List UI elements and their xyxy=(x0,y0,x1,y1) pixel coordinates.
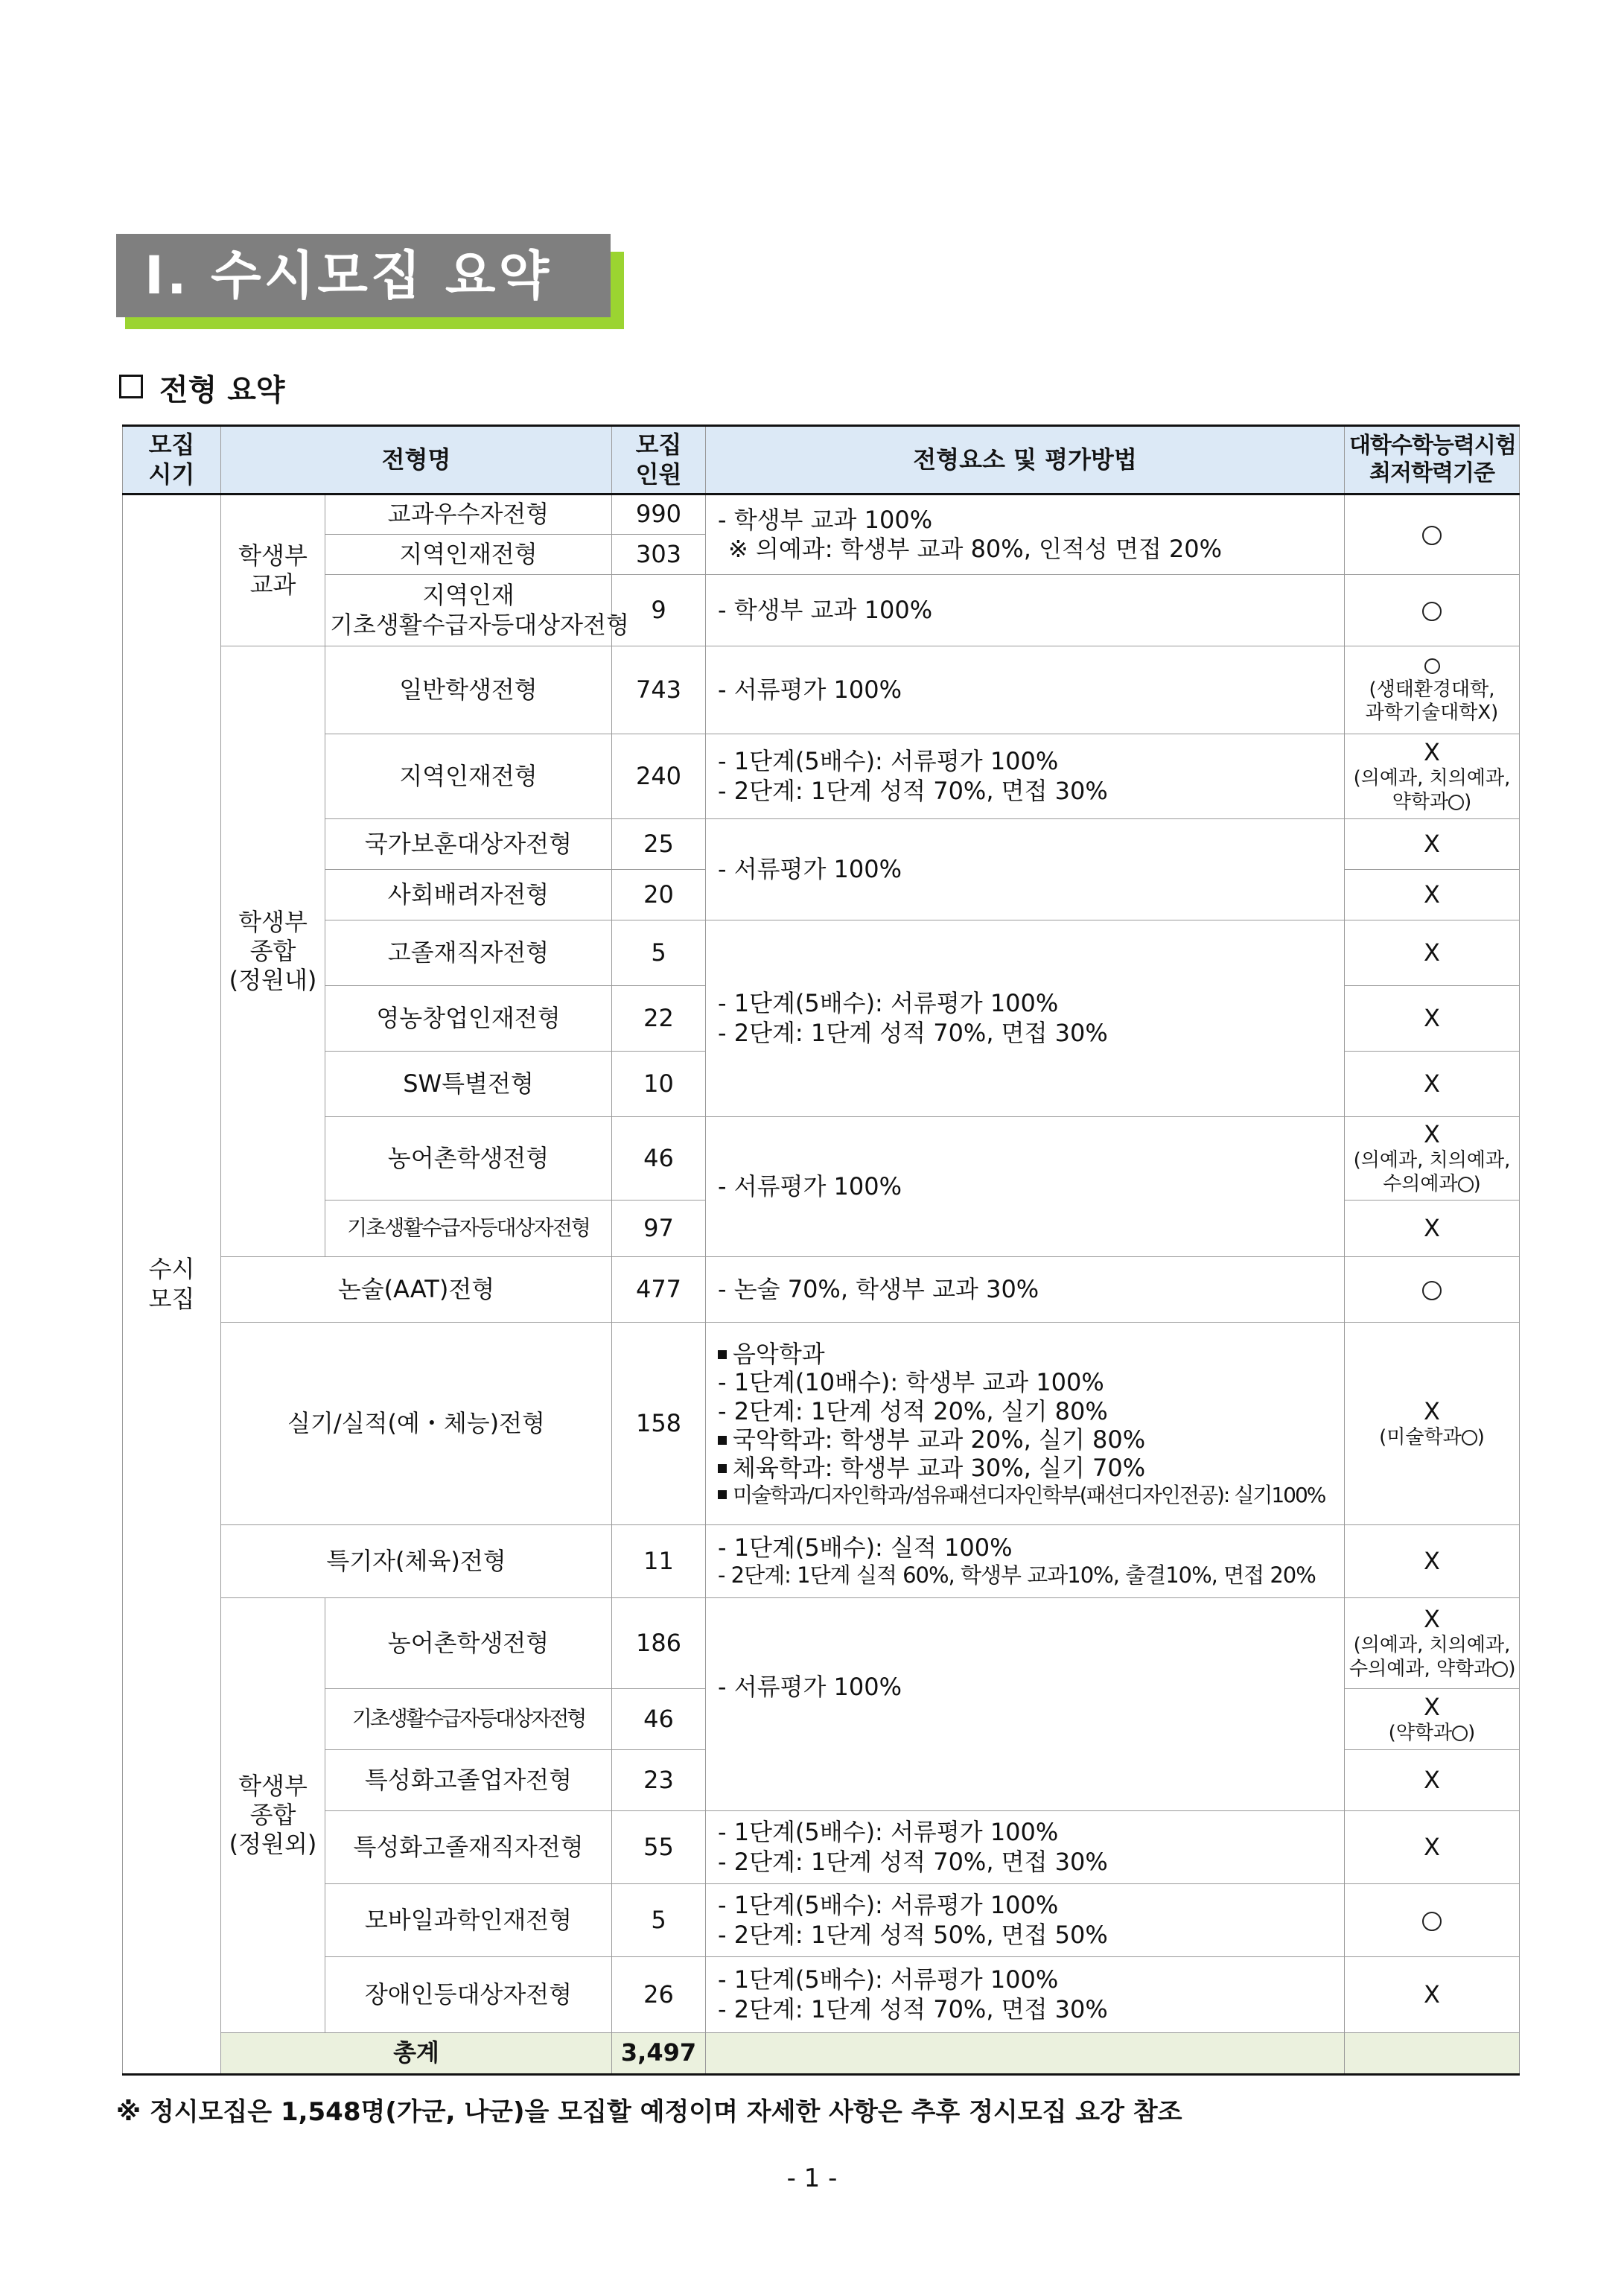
quota-cell: 11 xyxy=(612,1525,706,1598)
quota-cell: 158 xyxy=(612,1323,706,1525)
circle-icon xyxy=(1448,795,1464,810)
method-cell: - 서류평가 100% xyxy=(706,819,1345,920)
circle-icon xyxy=(1424,658,1440,674)
total-csat-empty xyxy=(1345,2033,1520,2075)
csat-cell: X xyxy=(1345,870,1520,920)
csat-cell: X xyxy=(1345,819,1520,870)
circle-icon xyxy=(1492,1661,1508,1677)
csat-cell: X xyxy=(1345,1750,1520,1811)
csat-cell xyxy=(1345,1884,1520,1957)
table-row xyxy=(123,1323,1520,1525)
track-name: 실기/실적(예・체능)전형 xyxy=(221,1323,612,1525)
square-bullet-icon xyxy=(718,1350,727,1359)
quota-cell: 9 xyxy=(612,575,706,646)
checkbox-bullet-icon xyxy=(119,375,143,398)
total-row xyxy=(123,2033,1520,2075)
quota-cell: 55 xyxy=(612,1811,706,1884)
header-csat: 대학수학능력시험 최저학력기준 xyxy=(1345,426,1520,495)
csat-cell: X xyxy=(1345,986,1520,1052)
track-name: 특성화고졸재직자전형 xyxy=(325,1811,612,1884)
track-name: 지역인재 기초생활수급자등대상자전형 xyxy=(325,575,612,646)
csat-cell xyxy=(1345,1257,1520,1323)
circle-icon xyxy=(1452,1726,1468,1741)
period-cell: 수시 모집 xyxy=(123,495,221,2075)
method-cell: - 학생부 교과 100% xyxy=(706,575,1345,646)
track-name: 영농창업인재전형 xyxy=(325,986,612,1052)
track-name: 농어촌학생전형 xyxy=(325,1117,612,1201)
csat-cell: X xyxy=(1345,1201,1520,1257)
table-row xyxy=(123,495,1520,535)
quota-cell: 20 xyxy=(612,870,706,920)
quota-cell: 22 xyxy=(612,986,706,1052)
method-cell: 음악학과 - 1단계(10배수): 학생부 교과 100% - 2단계: 1단계 성적 20%, 실기 80% 국악학과: 학생부 교과 20%, 실기 80% 체육학과: 학생부 교과 30%, 실기 70% 미술학과/디자인학과/섬유패션디자인학부(패션디자인전공): 실기100% xyxy=(706,1323,1345,1525)
circle-icon xyxy=(1422,602,1442,621)
method-cell: - 1단계(5배수): 서류평가 100% - 2단계: 1단계 성적 50%, 면접 50% xyxy=(706,1884,1345,1957)
table-row xyxy=(123,1811,1520,1884)
square-bullet-icon xyxy=(718,1436,727,1445)
quota-cell: 10 xyxy=(612,1052,706,1117)
quota-cell: 186 xyxy=(612,1598,706,1689)
quota-cell: 240 xyxy=(612,734,706,819)
circle-icon xyxy=(1422,1912,1442,1931)
header-quota: 모집 인원 xyxy=(612,426,706,495)
method-cell: - 1단계(5배수): 서류평가 100% - 2단계: 1단계 성적 70%, 면접 30% xyxy=(706,1957,1345,2033)
csat-cell: X xyxy=(1345,1525,1520,1598)
table-row xyxy=(123,1525,1520,1598)
csat-cell xyxy=(1345,495,1520,575)
table-header-row xyxy=(123,426,1520,495)
group-cell: 학생부 종합 (정원외) xyxy=(221,1598,325,2033)
csat-cell: X (의예과, 치의예과, 수의예과 ) xyxy=(1345,1117,1520,1201)
table-row xyxy=(123,1257,1520,1323)
circle-icon xyxy=(1458,1177,1474,1192)
header-method: 전형요소 및 평가방법 xyxy=(706,426,1345,495)
track-name: 특기자(체육)전형 xyxy=(221,1525,612,1598)
table-row xyxy=(123,646,1520,734)
quota-cell: 26 xyxy=(612,1957,706,2033)
track-name: 기초생활수급자등대상자전형 xyxy=(325,1689,612,1750)
quota-cell: 743 xyxy=(612,646,706,734)
section-title: Ⅰ. 수시모집 요약 xyxy=(116,234,611,317)
square-bullet-icon xyxy=(718,1464,727,1473)
method-cell: - 학생부 교과 100% ※ 의예과: 학생부 교과 80%, 인적성 면접 20% xyxy=(706,495,1345,575)
track-name: 교과우수자전형 xyxy=(325,495,612,535)
table-row xyxy=(123,1884,1520,1957)
admission-summary-table xyxy=(122,424,1520,2076)
method-cell: - 논술 70%, 학생부 교과 30% xyxy=(706,1257,1345,1323)
quota-cell: 46 xyxy=(612,1117,706,1201)
quota-cell: 303 xyxy=(612,535,706,575)
total-label: 총계 xyxy=(221,2033,612,2075)
circle-icon xyxy=(1462,1430,1477,1446)
csat-cell: X xyxy=(1345,920,1520,986)
track-name: 농어촌학생전형 xyxy=(325,1598,612,1689)
header-name: 전형명 xyxy=(221,426,612,495)
track-name: 지역인재전형 xyxy=(325,535,612,575)
csat-cell: (생태환경대학, 과학기술대학X) xyxy=(1345,646,1520,734)
track-name: SW특별전형 xyxy=(325,1052,612,1117)
total-quota: 3,497 xyxy=(612,2033,706,2075)
circle-icon xyxy=(1422,526,1442,545)
square-bullet-icon xyxy=(718,1490,727,1499)
track-name: 논술(AAT)전형 xyxy=(221,1257,612,1323)
quota-cell: 97 xyxy=(612,1201,706,1257)
method-cell: - 1단계(5배수): 서류평가 100% - 2단계: 1단계 성적 70%, 면접 30% xyxy=(706,1811,1345,1884)
csat-cell: X xyxy=(1345,1811,1520,1884)
method-cell: - 1단계(5배수): 실적 100% - 2단계: 1단계 실적 60%, 학생부 교과10%, 출결10%, 면접 20% xyxy=(706,1525,1345,1598)
track-name: 사회배려자전형 xyxy=(325,870,612,920)
subheading xyxy=(119,366,285,409)
page-number: - 1 - xyxy=(786,2163,838,2193)
circle-icon xyxy=(1422,1281,1442,1300)
track-name: 일반학생전형 xyxy=(325,646,612,734)
method-cell: - 1단계(5배수): 서류평가 100% - 2단계: 1단계 성적 70%, 면접 30% xyxy=(706,734,1345,819)
csat-cell: X (의예과, 치의예과, 수의예과, 약학과 ) xyxy=(1345,1598,1520,1689)
table-row xyxy=(123,819,1520,870)
table-row xyxy=(123,575,1520,646)
csat-cell: X (약학과 ) xyxy=(1345,1689,1520,1750)
csat-cell: X xyxy=(1345,1052,1520,1117)
group-cell: 학생부 교과 xyxy=(221,495,325,646)
csat-cell: X xyxy=(1345,1957,1520,2033)
table-row xyxy=(123,1957,1520,2033)
quota-cell: 23 xyxy=(612,1750,706,1811)
track-name: 지역인재전형 xyxy=(325,734,612,819)
table-row xyxy=(123,1598,1520,1689)
table-row xyxy=(123,1117,1520,1201)
quota-cell: 990 xyxy=(612,495,706,535)
footnote: ※ 정시모집은 1,548명(가군, 나군)을 모집할 예정이며 자세한 사항은 추후 정시모집 요강 참조 xyxy=(116,2097,1182,2127)
method-cell: - 서류평가 100% xyxy=(706,1598,1345,1811)
group-cell: 학생부 종합 (정원내) xyxy=(221,646,325,1257)
track-name: 특성화고졸업자전형 xyxy=(325,1750,612,1811)
quota-cell: 477 xyxy=(612,1257,706,1323)
subheading-text: 전형 요약 xyxy=(159,373,285,407)
track-name: 모바일과학인재전형 xyxy=(325,1884,612,1957)
header-period: 모집 시기 xyxy=(123,426,221,495)
csat-cell: X (의예과, 치의예과, 약학과 ) xyxy=(1345,734,1520,819)
table-row xyxy=(123,920,1520,986)
quota-cell: 46 xyxy=(612,1689,706,1750)
csat-cell xyxy=(1345,575,1520,646)
quota-cell: 25 xyxy=(612,819,706,870)
total-method-empty xyxy=(706,2033,1345,2075)
quota-cell: 5 xyxy=(612,1884,706,1957)
track-name: 기초생활수급자등대상자전형 xyxy=(325,1201,612,1257)
method-cell: - 서류평가 100% xyxy=(706,646,1345,734)
track-name: 고졸재직자전형 xyxy=(325,920,612,986)
table-row xyxy=(123,734,1520,819)
method-cell: - 서류평가 100% xyxy=(706,1117,1345,1257)
quota-cell: 5 xyxy=(612,920,706,986)
csat-cell: X (미술학과 ) xyxy=(1345,1323,1520,1525)
track-name: 국가보훈대상자전형 xyxy=(325,819,612,870)
method-cell: - 1단계(5배수): 서류평가 100% - 2단계: 1단계 성적 70%, 면접 30% xyxy=(706,920,1345,1117)
track-name: 장애인등대상자전형 xyxy=(325,1957,612,2033)
